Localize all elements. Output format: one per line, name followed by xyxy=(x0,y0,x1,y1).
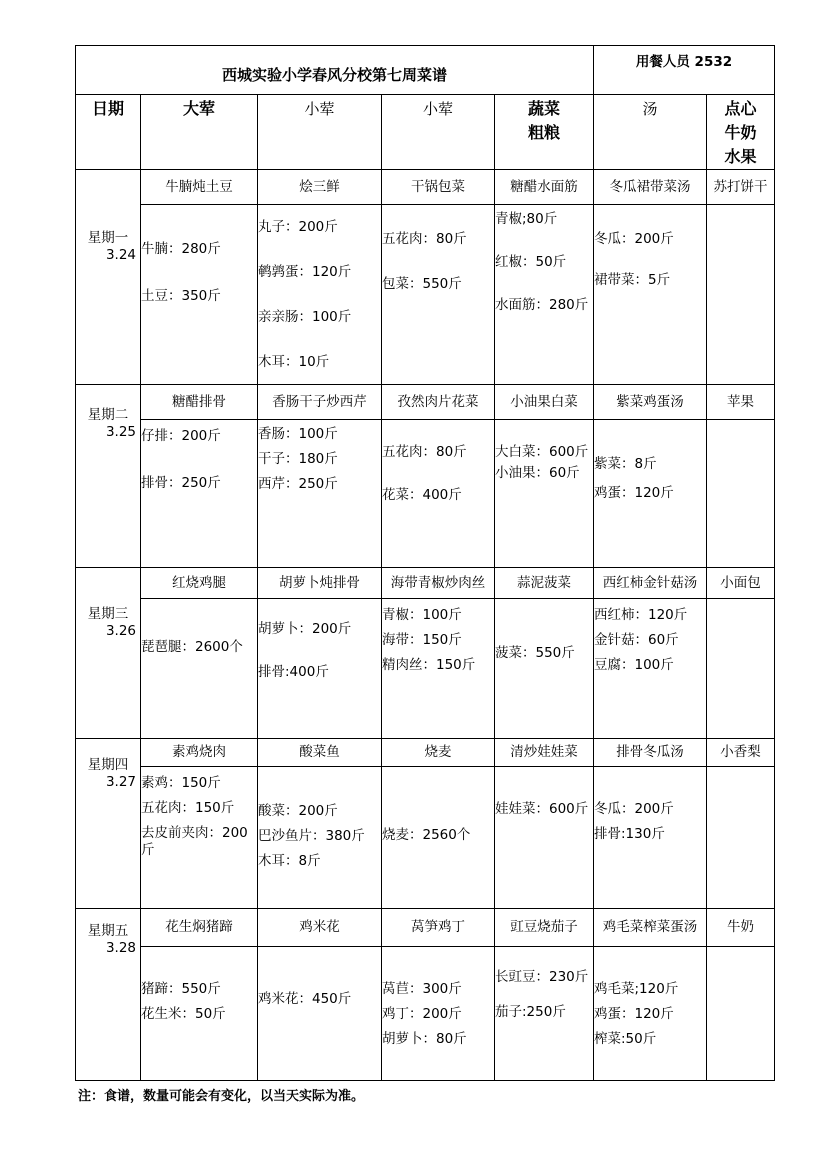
ingredient-item: 丸子：200斤 xyxy=(258,219,338,235)
ingredient-item: 莴苣：300斤 xyxy=(382,981,462,997)
ingredient-cell xyxy=(594,767,707,909)
header-vegetable xyxy=(495,95,594,170)
ingredient-item: 去皮前夹肉：200斤 xyxy=(141,825,248,858)
ingredient-item: 排骨:130斤 xyxy=(594,826,665,842)
ingredient-cell xyxy=(382,767,495,909)
small-dish-2: 莴笋鸡丁 xyxy=(382,909,495,947)
ingredient-item: 娃娃菜：600斤 xyxy=(495,801,589,817)
ingredient-cell xyxy=(495,599,594,739)
small-dish-2: 孜然肉片花菜 xyxy=(382,385,495,420)
veg-dish: 糖醋水面筋 xyxy=(495,170,594,205)
ingredient-item: 菠菜：550斤 xyxy=(495,645,575,661)
ingredient-item: 西红柿：120斤 xyxy=(594,607,688,623)
small-dish-2: 烧麦 xyxy=(382,739,495,767)
header-vegetable-line2: 粗粮 xyxy=(527,123,560,142)
main-dish: 素鸡烧肉 xyxy=(141,739,258,767)
ingredient-cell xyxy=(707,205,775,385)
ingredient-item: 琵琶腿：2600个 xyxy=(141,639,243,655)
date-label: 3.26 xyxy=(105,623,136,639)
ingredient-item: 鸡蛋：120斤 xyxy=(594,485,674,501)
snack-dish: 苹果 xyxy=(707,385,775,420)
ingredient-cell xyxy=(258,599,382,739)
ingredient-cell xyxy=(382,205,495,385)
small-dish-2: 干锅包菜 xyxy=(382,170,495,205)
ingredient-item: 排骨：250斤 xyxy=(141,475,221,491)
ingredient-cell xyxy=(258,205,382,385)
veg-dish: 蒜泥菠菜 xyxy=(495,568,594,599)
ingredient-cell xyxy=(707,947,775,1081)
weekday-label: 星期五 xyxy=(87,923,129,939)
ingredient-item: 茄子:250斤 xyxy=(495,1004,566,1020)
ingredient-cell xyxy=(141,205,258,385)
ingredient-cell xyxy=(258,767,382,909)
ingredient-item: 青椒;80斤 xyxy=(495,211,558,227)
main-dish: 花生焖猪蹄 xyxy=(141,909,258,947)
header-snack-line1: 点心 xyxy=(724,99,757,118)
ingredient-cell xyxy=(258,420,382,568)
small-dish-1: 胡萝卜炖排骨 xyxy=(258,568,382,599)
ingredient-item: 青椒：100斤 xyxy=(382,607,462,623)
ingredient-item: 花生米：50斤 xyxy=(141,1006,226,1022)
snack-dish: 苏打饼干 xyxy=(707,170,775,205)
menu-title: 西城实验小学春风分校第七周菜谱 xyxy=(76,46,594,95)
header-snack-line2: 牛奶 xyxy=(724,123,757,142)
ingredient-item: 包菜：550斤 xyxy=(382,276,462,292)
snack-dish: 小香梨 xyxy=(707,739,775,767)
ingredient-item: 豆腐：100斤 xyxy=(594,657,674,673)
weekday-label: 星期三 xyxy=(87,606,129,622)
menu-day-row xyxy=(76,568,775,599)
header-date: 日期 xyxy=(76,95,141,170)
menu-ingredient-row xyxy=(76,947,775,1081)
ingredient-item: 西芹：250斤 xyxy=(258,476,338,492)
date-label: 3.28 xyxy=(105,940,136,956)
header-small-meat-2: 小荤 xyxy=(382,95,495,170)
ingredient-cell xyxy=(495,205,594,385)
date-label: 3.27 xyxy=(105,774,136,790)
day-cell xyxy=(76,568,141,739)
header-snack xyxy=(707,95,775,170)
ingredient-cell xyxy=(594,420,707,568)
ingredient-cell xyxy=(258,947,382,1081)
small-dish-1: 香肠干子炒西芹 xyxy=(258,385,382,420)
veg-dish: 豇豆烧茄子 xyxy=(495,909,594,947)
ingredient-item: 排骨:400斤 xyxy=(258,664,329,680)
ingredient-item: 花菜：400斤 xyxy=(382,487,462,503)
ingredient-item: 大白菜：600斤 xyxy=(495,444,589,460)
menu-day-row xyxy=(76,739,775,767)
ingredient-item: 素鸡：150斤 xyxy=(141,775,221,791)
ingredient-item: 紫菜：8斤 xyxy=(594,456,657,472)
ingredient-item: 五花肉：80斤 xyxy=(382,444,467,460)
ingredient-cell xyxy=(707,420,775,568)
ingredient-item: 红椒：50斤 xyxy=(495,254,567,270)
header-main-meat: 大荤 xyxy=(141,95,258,170)
ingredient-cell xyxy=(141,947,258,1081)
ingredient-item: 冬瓜：200斤 xyxy=(594,231,674,247)
ingredient-item: 胡萝卜：80斤 xyxy=(382,1031,467,1047)
day-cell xyxy=(76,385,141,568)
ingredient-item: 香肠：100斤 xyxy=(258,426,338,442)
main-dish: 糖醋排骨 xyxy=(141,385,258,420)
main-dish: 牛腩炖土豆 xyxy=(141,170,258,205)
ingredient-cell xyxy=(141,420,258,568)
date-label: 3.25 xyxy=(105,424,136,440)
ingredient-item: 五花肉：150斤 xyxy=(141,800,235,816)
ingredient-cell xyxy=(382,599,495,739)
ingredient-item: 精肉丝：150斤 xyxy=(382,657,476,673)
header-snack-line3: 水果 xyxy=(724,147,757,166)
ingredient-cell xyxy=(495,947,594,1081)
menu-day-row xyxy=(76,385,775,420)
ingredient-item: 木耳：8斤 xyxy=(258,853,321,869)
ingredient-cell xyxy=(382,947,495,1081)
ingredient-cell xyxy=(594,205,707,385)
menu-ingredient-row xyxy=(76,599,775,739)
title-row xyxy=(76,46,775,95)
ingredient-cell xyxy=(382,420,495,568)
veg-dish: 小油果白菜 xyxy=(495,385,594,420)
diners-count: 用餐人员 2532 xyxy=(594,46,775,95)
day-cell xyxy=(76,739,141,909)
ingredient-item: 鸡米花：450斤 xyxy=(258,991,352,1007)
small-dish-1: 酸菜鱼 xyxy=(258,739,382,767)
date-label: 3.24 xyxy=(105,247,136,263)
header-soup: 汤 xyxy=(594,95,707,170)
snack-dish: 小面包 xyxy=(707,568,775,599)
ingredient-item: 水面筋：280斤 xyxy=(495,297,589,313)
ingredient-cell xyxy=(707,599,775,739)
menu-day-row xyxy=(76,909,775,947)
soup-dish: 冬瓜裙带菜汤 xyxy=(594,170,707,205)
ingredient-item: 海带：150斤 xyxy=(382,632,462,648)
ingredient-item: 小油果：60斤 xyxy=(495,465,580,481)
ingredient-item: 土豆：350斤 xyxy=(141,288,221,304)
veg-dish: 清炒娃娃菜 xyxy=(495,739,594,767)
ingredient-item: 猪蹄：550斤 xyxy=(141,981,221,997)
menu-day-row xyxy=(76,170,775,205)
ingredient-cell xyxy=(141,599,258,739)
day-cell xyxy=(76,170,141,385)
main-dish: 红烧鸡腿 xyxy=(141,568,258,599)
ingredient-item: 干子：180斤 xyxy=(258,451,338,467)
day-cell xyxy=(76,909,141,1081)
menu-ingredient-row xyxy=(76,420,775,568)
ingredient-cell xyxy=(594,599,707,739)
soup-dish: 西红柿金针菇汤 xyxy=(594,568,707,599)
ingredient-cell xyxy=(594,947,707,1081)
ingredient-item: 木耳：10斤 xyxy=(258,354,330,370)
ingredient-item: 仔排：200斤 xyxy=(141,428,221,444)
menu-note: 注：食谱，数量可能会有变化，以当天实际为准。 xyxy=(78,1089,365,1104)
ingredient-item: 酸菜：200斤 xyxy=(258,803,338,819)
ingredient-item: 亲亲肠：100斤 xyxy=(258,309,352,325)
ingredient-item: 鸡蛋：120斤 xyxy=(594,1006,674,1022)
ingredient-cell xyxy=(141,767,258,909)
ingredient-item: 冬瓜：200斤 xyxy=(594,801,674,817)
soup-dish: 排骨冬瓜汤 xyxy=(594,739,707,767)
ingredient-item: 鸡丁：200斤 xyxy=(382,1006,462,1022)
soup-dish: 紫菜鸡蛋汤 xyxy=(594,385,707,420)
weekday-label: 星期四 xyxy=(87,757,129,773)
small-dish-1: 烩三鲜 xyxy=(258,170,382,205)
weekly-menu-table xyxy=(75,45,775,1081)
menu-ingredient-row xyxy=(76,767,775,909)
ingredient-item: 榨菜:50斤 xyxy=(594,1031,657,1047)
ingredient-item: 裙带菜：5斤 xyxy=(594,272,671,288)
soup-dish: 鸡毛菜榨菜蛋汤 xyxy=(594,909,707,947)
small-dish-1: 鸡米花 xyxy=(258,909,382,947)
ingredient-item: 金针菇：60斤 xyxy=(594,632,679,648)
snack-dish: 牛奶 xyxy=(707,909,775,947)
small-dish-2: 海带青椒炒肉丝 xyxy=(382,568,495,599)
ingredient-cell xyxy=(707,767,775,909)
ingredient-item: 鸡毛菜;120斤 xyxy=(594,981,679,997)
ingredient-cell xyxy=(495,767,594,909)
ingredient-item: 巴沙鱼片：380斤 xyxy=(258,828,365,844)
ingredient-item: 长豇豆：230斤 xyxy=(495,969,589,985)
ingredient-item: 牛腩：280斤 xyxy=(141,241,221,257)
weekday-label: 星期一 xyxy=(87,230,129,246)
ingredient-cell xyxy=(495,420,594,568)
ingredient-item: 烧麦：2560个 xyxy=(382,827,471,843)
ingredient-item: 胡萝卜：200斤 xyxy=(258,621,352,637)
header-row xyxy=(76,95,775,170)
ingredient-item: 五花肉：80斤 xyxy=(382,231,467,247)
menu-ingredient-row xyxy=(76,205,775,385)
header-small-meat-1: 小荤 xyxy=(258,95,382,170)
ingredient-item: 鹌鹑蛋：120斤 xyxy=(258,264,352,280)
weekday-label: 星期二 xyxy=(87,407,129,423)
header-vegetable-line1: 蔬菜 xyxy=(527,99,560,118)
